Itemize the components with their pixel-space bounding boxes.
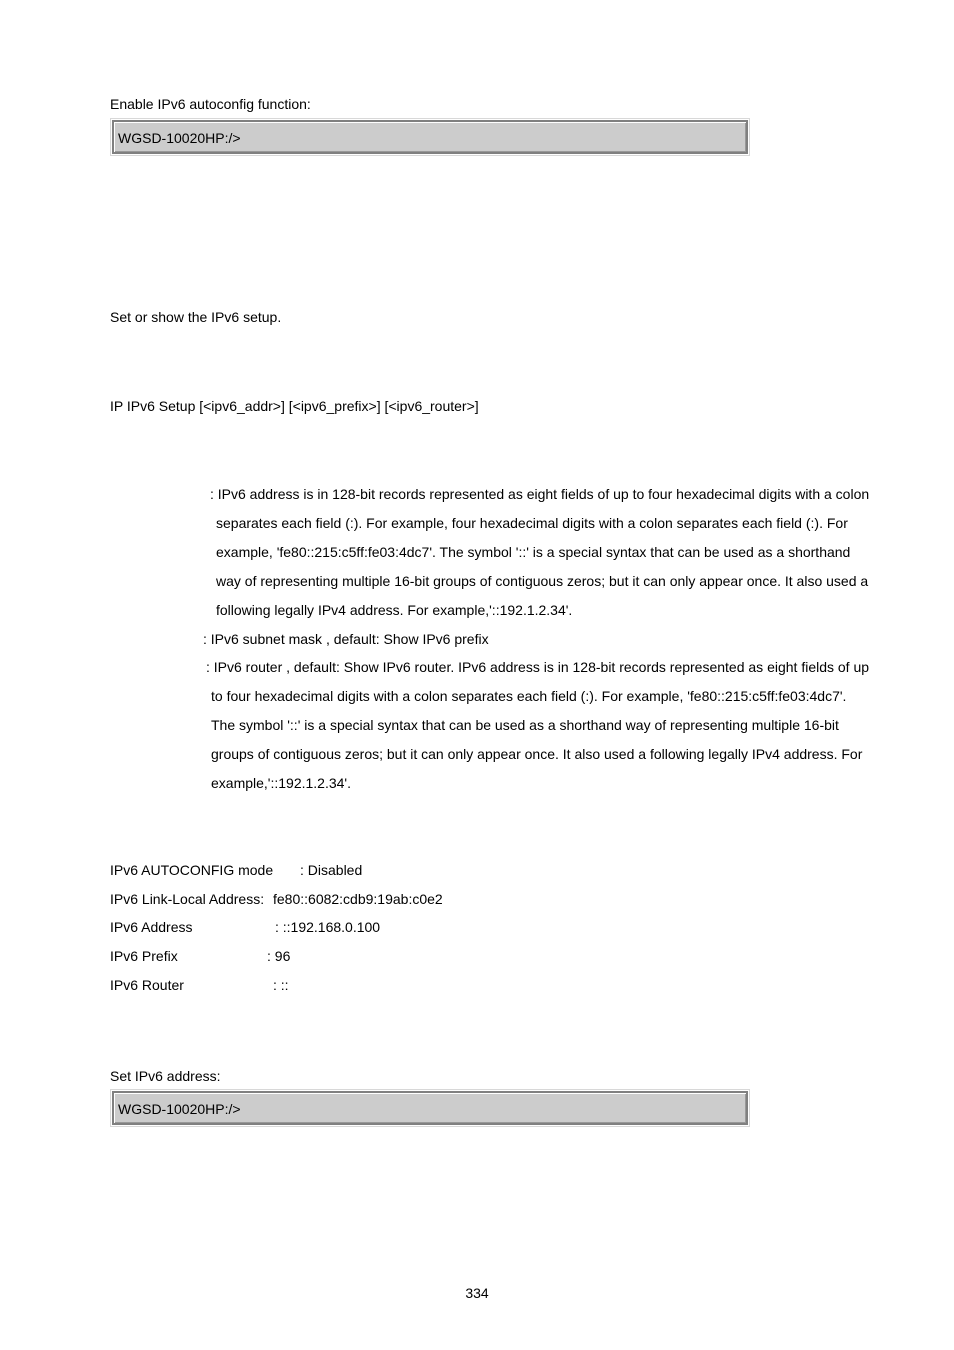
output-label-address: IPv6 Address (110, 919, 193, 935)
param-line: example,'::192.1.2.34'. (211, 774, 351, 791)
output-value-address: : ::192.168.0.100 (275, 919, 381, 935)
example2-label: Set IPv6 address: (110, 1068, 221, 1084)
output-value-linklocal: fe80::6082:cdb9:19ab:c0e2 (273, 891, 443, 907)
param-line: : IPv6 router , default: Show IPv6 router. IPv6 address is in 128-bit records represented as eight fields of up (206, 659, 870, 676)
output-label-prefix: IPv6 Prefix (110, 948, 178, 964)
example1-cli-box (112, 120, 748, 154)
param-ipv6-addr (210, 480, 890, 624)
param-line: to four hexadecimal digits with a colon separates each field (:). For example, 'fe80::215:c5ff:fe03:4dc7'. (211, 688, 847, 705)
output-label-linklocal: IPv6 Link-Local Address: (110, 891, 265, 907)
example2-cli-box (112, 1091, 748, 1125)
param-line: following legally IPv4 address. For example,'::192.1.2.34'. (216, 601, 573, 618)
cli-prompt: WGSD-10020HP:/> (118, 1101, 241, 1117)
cli-prompt: WGSD-10020HP:/> (118, 130, 241, 146)
output-value-router: : :: (273, 977, 289, 993)
syntax-text: IP IPv6 Setup [<ipv6_addr>] [<ipv6_prefix>] [<ipv6_router>] (110, 398, 479, 414)
param-line: way of representing multiple 16-bit groups of contiguous zeros; but it can only appear once. It also used a (216, 572, 869, 589)
param-line: The symbol '::' is a special syntax that can be used as a shorthand way of representing multiple 16-bit (211, 717, 839, 734)
param-line: : IPv6 subnet mask , default: Show IPv6 prefix (203, 630, 489, 647)
param-line: separates each field (:). For example, four hexadecimal digits with a colon separates each field (:). For (216, 514, 848, 531)
param-ipv6-prefix (203, 625, 883, 654)
output-label-router: IPv6 Router (110, 977, 184, 993)
description-text: Set or show the IPv6 setup. (110, 309, 282, 325)
param-ipv6-router (206, 653, 886, 797)
param-line: : IPv6 address is in 128-bit records represented as eight fields of up to four hexadecimal digits with a colon (210, 486, 870, 502)
param-line: groups of contiguous zeros; but it can only appear once. It also used a following legally IPv4 address. For (211, 746, 863, 763)
example1-label: Enable IPv6 autoconfig function: (110, 96, 311, 112)
output-value-prefix: : 96 (267, 948, 291, 964)
page-number: 334 (465, 1285, 489, 1301)
output-value-autoconfig: : Disabled (300, 862, 363, 878)
output-label-autoconfig: IPv6 AUTOCONFIG mode (110, 862, 274, 878)
param-line: example, 'fe80::215:c5ff:fe03:4dc7'. The symbol '::' is a special syntax that can be used as a shorthand (216, 543, 851, 560)
